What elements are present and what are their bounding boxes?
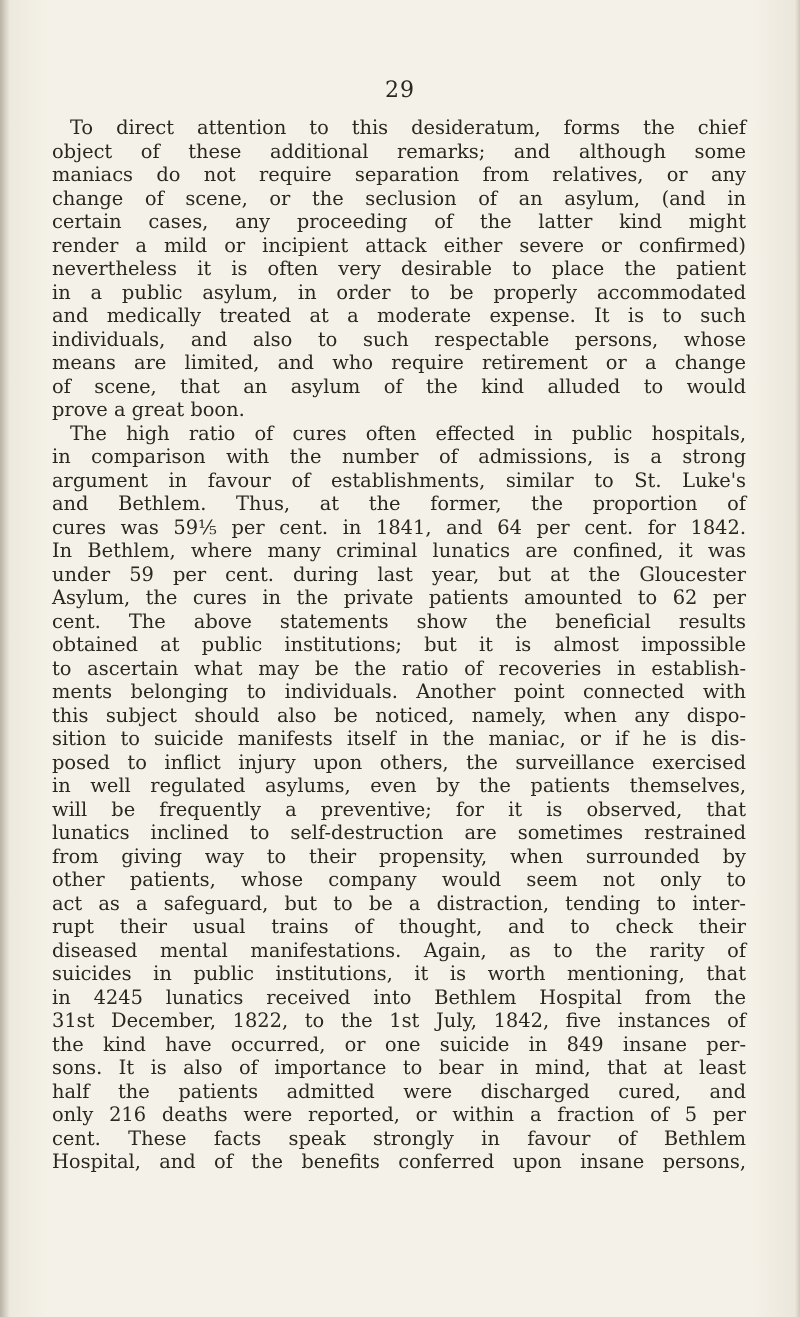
text-line: from giving way to their propensity, when surrounded by xyxy=(52,844,746,868)
text-line: render a mild or incipient attack either severe or confirmed) xyxy=(52,233,746,257)
text-line: act as a safeguard, but to be a distraction, tending to inter- xyxy=(52,891,746,915)
text-line: nevertheless it is often very desirable to place the patient xyxy=(52,257,746,280)
text-line: this subject should also be noticed, namely, when any dispo- xyxy=(52,703,746,727)
text-line: individuals, and also to such respectable persons, whose xyxy=(52,327,746,351)
text-line: in comparison with the number of admissions, is a strong xyxy=(52,445,746,468)
text-line: means are limited, and who require retirement or a change xyxy=(52,351,746,374)
text-line: in well regulated asylums, even by the patients themselves, xyxy=(52,774,746,797)
text-line: posed to inflict injury upon others, the surveillance exercised xyxy=(52,750,746,774)
text-line: will be frequently a preventive; for it is observed, that xyxy=(52,797,746,821)
page-number: 29 xyxy=(385,78,415,103)
text-line: to ascertain what may be the ratio of recoveries in establish- xyxy=(52,656,746,680)
text-line: cent. These facts speak strongly in favour of Bethlem xyxy=(52,1126,746,1150)
text-line: of scene, that an asylum of the kind alluded to would xyxy=(52,374,746,398)
page-edge-shadow xyxy=(794,0,800,1317)
text-line: change of scene, or the seclusion of an asylum, (and in xyxy=(52,186,746,210)
text-line: The high ratio of cures often effected in public hospitals, xyxy=(70,421,746,445)
text-line: and medically treated at a moderate expense. It is to such xyxy=(52,304,746,327)
text-line: maniacs do not require separation from relatives, or any xyxy=(52,163,746,186)
text-line: object of these additional remarks; and although some xyxy=(52,139,746,163)
body-text xyxy=(52,116,746,1174)
text-line: prove a great boon. xyxy=(52,398,245,421)
text-line: cures was 59⅕ per cent. in 1841, and 64 per cent. for 1842. xyxy=(52,515,746,539)
text-line: only 216 deaths were reported, or within a fraction of 5 per xyxy=(52,1103,746,1126)
text-line: sons. It is also of importance to bear in mind, that at least xyxy=(52,1056,746,1079)
text-line: ments belonging to individuals. Another point connected with xyxy=(52,680,746,703)
text-line: in 4245 lunatics received into Bethlem Hospital from the xyxy=(52,985,746,1009)
text-line: certain cases, any proceeding of the latter kind might xyxy=(52,210,746,233)
text-line: obtained at public institutions; but it is almost impossible xyxy=(52,633,746,656)
text-line: 31st December, 1822, to the 1st July, 1842, five instances of xyxy=(52,1009,746,1032)
text-line: Asylum, the cures in the private patients amounted to 62 per xyxy=(52,586,746,609)
text-line: diseased mental manifestations. Again, as to the rarity of xyxy=(52,938,746,962)
text-line: To direct attention to this desideratum, forms the chief xyxy=(70,116,746,139)
text-line: argument in favour of establishments, similar to St. Luke's xyxy=(52,468,746,492)
text-line: the kind have occurred, or one suicide in 849 insane per- xyxy=(52,1032,746,1056)
text-line: in a public asylum, in order to be properly accommodated xyxy=(52,280,746,304)
text-line: and Bethlem. Thus, at the former, the proportion of xyxy=(52,492,746,515)
text-line: rupt their usual trains of thought, and to check their xyxy=(52,915,746,938)
page-spine-shadow xyxy=(0,0,10,1317)
text-line: lunatics inclined to self-destruction are sometimes restrained xyxy=(52,821,746,844)
text-line: under 59 per cent. during last year, but at the Gloucester xyxy=(52,562,746,586)
text-line: other patients, whose company would seem not only to xyxy=(52,868,746,891)
text-line: half the patients admitted were discharged cured, and xyxy=(52,1079,746,1103)
text-line: cent. The above statements show the beneficial results xyxy=(52,609,746,633)
text-line: In Bethlem, where many criminal lunatics are confined, it was xyxy=(52,539,746,562)
text-line: suicides in public institutions, it is worth mentioning, that xyxy=(52,962,746,985)
text-line: Hospital, and of the benefits conferred upon insane persons, xyxy=(52,1150,746,1173)
text-line: sition to suicide manifests itself in the maniac, or if he is dis- xyxy=(52,727,746,750)
